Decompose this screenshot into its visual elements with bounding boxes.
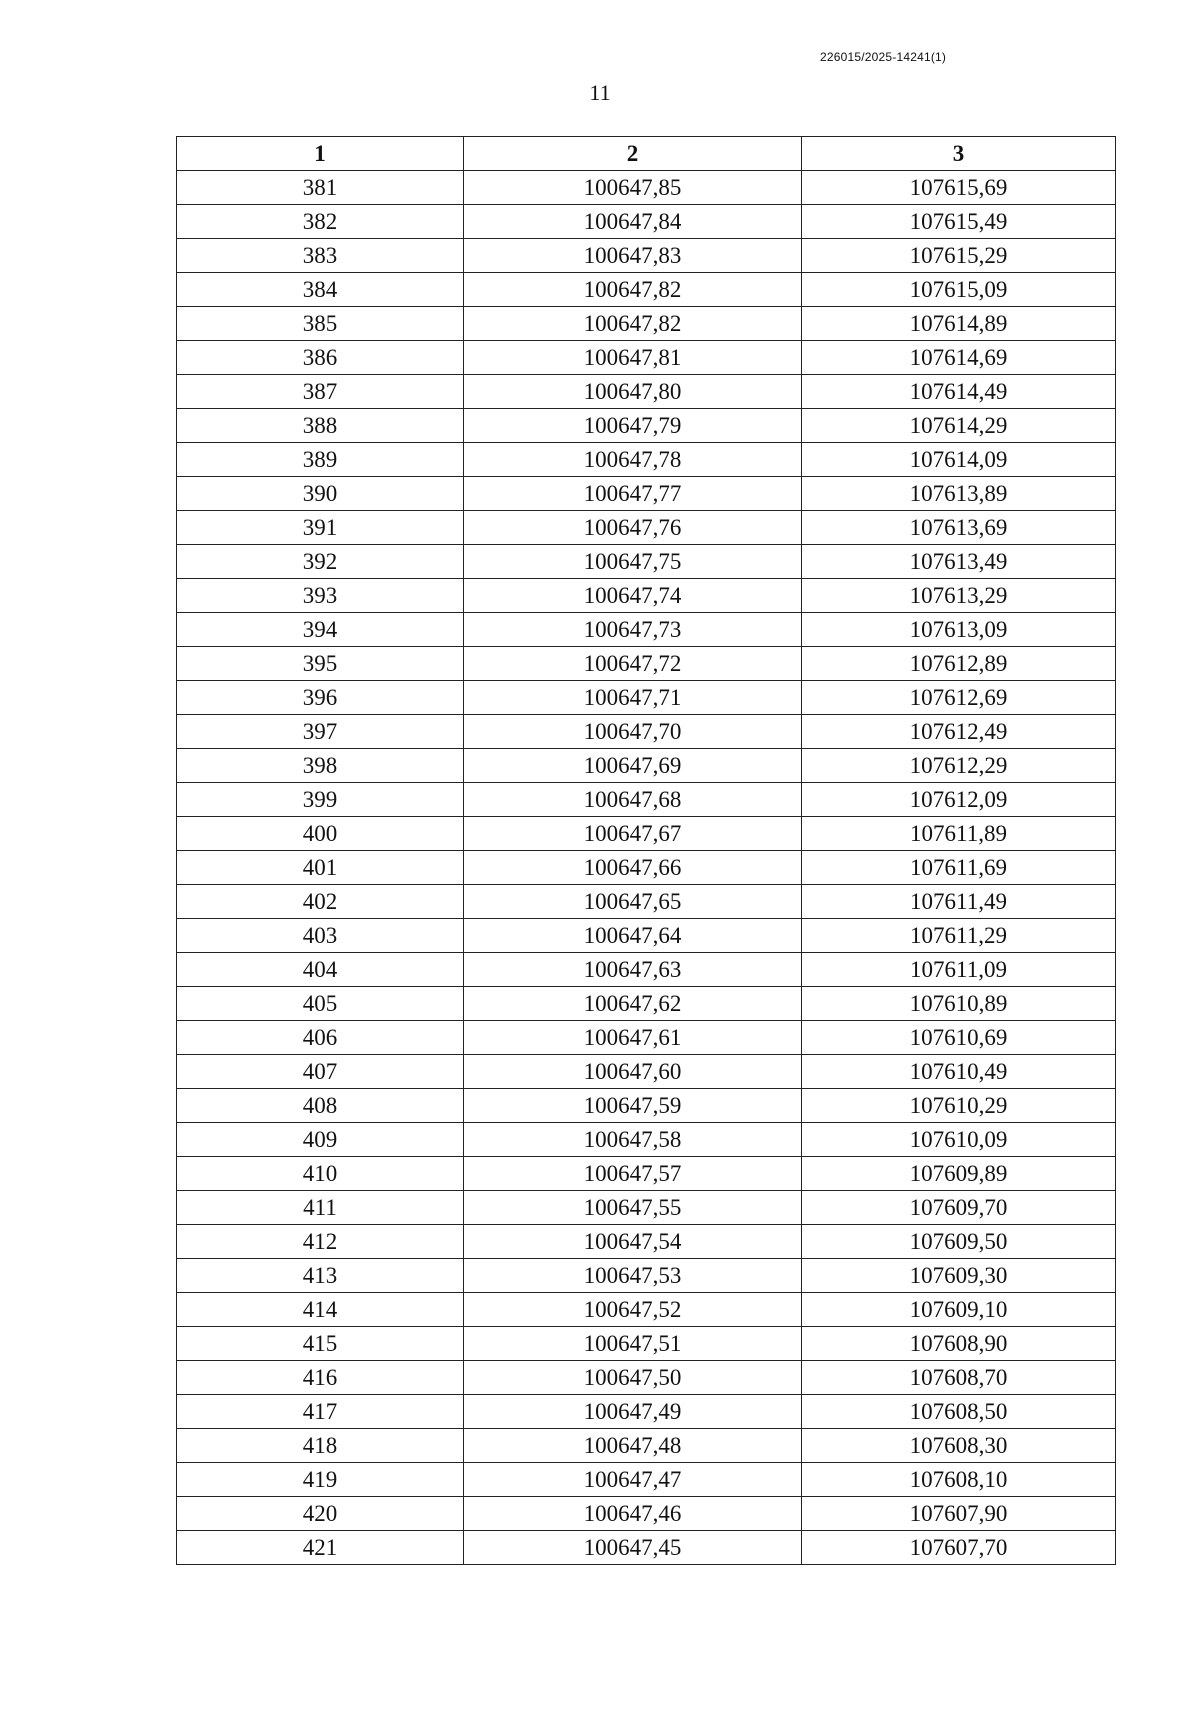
y-coordinate-cell: 107614,89 [802,307,1116,341]
point-number-cell: 391 [177,511,464,545]
y-coordinate-cell: 107609,10 [802,1293,1116,1327]
point-number-cell: 412 [177,1225,464,1259]
x-coordinate-cell: 100647,55 [464,1191,802,1225]
x-coordinate-cell: 100647,82 [464,273,802,307]
point-number-cell: 401 [177,851,464,885]
point-number-cell: 399 [177,783,464,817]
x-coordinate-cell: 100647,74 [464,579,802,613]
table-row [177,953,1116,987]
point-number-cell: 406 [177,1021,464,1055]
table-row [177,1123,1116,1157]
table-row [177,1293,1116,1327]
document-reference: 226015/2025-14241(1) [820,50,947,64]
x-coordinate-cell: 100647,85 [464,171,802,205]
y-coordinate-cell: 107614,69 [802,341,1116,375]
x-coordinate-cell: 100647,70 [464,715,802,749]
y-coordinate-cell: 107615,09 [802,273,1116,307]
point-number-cell: 415 [177,1327,464,1361]
y-coordinate-cell: 107610,29 [802,1089,1116,1123]
coordinates-table [176,136,1116,1565]
point-number-cell: 382 [177,205,464,239]
table-row [177,1089,1116,1123]
y-coordinate-cell: 107614,49 [802,375,1116,409]
table-row [177,1531,1116,1565]
point-number-cell: 389 [177,443,464,477]
x-coordinate-cell: 100647,65 [464,885,802,919]
point-number-cell: 405 [177,987,464,1021]
x-coordinate-cell: 100647,60 [464,1055,802,1089]
table-row [177,375,1116,409]
column-header-1: 1 [177,137,464,171]
y-coordinate-cell: 107612,89 [802,647,1116,681]
y-coordinate-cell: 107611,29 [802,919,1116,953]
x-coordinate-cell: 100647,73 [464,613,802,647]
table-row [177,1191,1116,1225]
y-coordinate-cell: 107615,29 [802,239,1116,273]
x-coordinate-cell: 100647,53 [464,1259,802,1293]
table-row [177,579,1116,613]
point-number-cell: 410 [177,1157,464,1191]
x-coordinate-cell: 100647,49 [464,1395,802,1429]
point-number-cell: 418 [177,1429,464,1463]
x-coordinate-cell: 100647,62 [464,987,802,1021]
x-coordinate-cell: 100647,84 [464,205,802,239]
table-row [177,681,1116,715]
point-number-cell: 400 [177,817,464,851]
x-coordinate-cell: 100647,68 [464,783,802,817]
x-coordinate-cell: 100647,76 [464,511,802,545]
y-coordinate-cell: 107611,69 [802,851,1116,885]
y-coordinate-cell: 107608,10 [802,1463,1116,1497]
y-coordinate-cell: 107607,70 [802,1531,1116,1565]
x-coordinate-cell: 100647,77 [464,477,802,511]
point-number-cell: 390 [177,477,464,511]
table-row [177,647,1116,681]
x-coordinate-cell: 100647,81 [464,341,802,375]
y-coordinate-cell: 107611,89 [802,817,1116,851]
table-row [177,1497,1116,1531]
table-row [177,409,1116,443]
point-number-cell: 384 [177,273,464,307]
point-number-cell: 393 [177,579,464,613]
y-coordinate-cell: 107608,90 [802,1327,1116,1361]
table-row [177,1259,1116,1293]
point-number-cell: 417 [177,1395,464,1429]
y-coordinate-cell: 107614,29 [802,409,1116,443]
x-coordinate-cell: 100647,82 [464,307,802,341]
table-row [177,205,1116,239]
table-row [177,1055,1116,1089]
y-coordinate-cell: 107613,29 [802,579,1116,613]
table-row [177,477,1116,511]
y-coordinate-cell: 107609,30 [802,1259,1116,1293]
x-coordinate-cell: 100647,63 [464,953,802,987]
x-coordinate-cell: 100647,47 [464,1463,802,1497]
table-row [177,613,1116,647]
table-row [177,443,1116,477]
table-row [177,1327,1116,1361]
y-coordinate-cell: 107609,89 [802,1157,1116,1191]
point-number-cell: 407 [177,1055,464,1089]
table-row [177,511,1116,545]
table-row [177,817,1116,851]
x-coordinate-cell: 100647,83 [464,239,802,273]
point-number-cell: 383 [177,239,464,273]
table-row [177,171,1116,205]
point-number-cell: 408 [177,1089,464,1123]
x-coordinate-cell: 100647,48 [464,1429,802,1463]
point-number-cell: 385 [177,307,464,341]
point-number-cell: 397 [177,715,464,749]
y-coordinate-cell: 107613,09 [802,613,1116,647]
table-row [177,749,1116,783]
x-coordinate-cell: 100647,66 [464,851,802,885]
table-row [177,273,1116,307]
y-coordinate-cell: 107613,69 [802,511,1116,545]
x-coordinate-cell: 100647,71 [464,681,802,715]
point-number-cell: 409 [177,1123,464,1157]
table-body [177,171,1116,1565]
y-coordinate-cell: 107612,69 [802,681,1116,715]
x-coordinate-cell: 100647,57 [464,1157,802,1191]
table-row [177,987,1116,1021]
y-coordinate-cell: 107608,70 [802,1361,1116,1395]
table-row [177,1157,1116,1191]
point-number-cell: 416 [177,1361,464,1395]
table-row [177,783,1116,817]
y-coordinate-cell: 107611,09 [802,953,1116,987]
y-coordinate-cell: 107609,50 [802,1225,1116,1259]
point-number-cell: 388 [177,409,464,443]
table-header [177,137,1116,171]
point-number-cell: 394 [177,613,464,647]
table-row [177,919,1116,953]
table-row [177,1463,1116,1497]
y-coordinate-cell: 107608,30 [802,1429,1116,1463]
y-coordinate-cell: 107612,09 [802,783,1116,817]
point-number-cell: 398 [177,749,464,783]
y-coordinate-cell: 107610,89 [802,987,1116,1021]
x-coordinate-cell: 100647,59 [464,1089,802,1123]
column-header-3: 3 [802,137,1116,171]
y-coordinate-cell: 107615,49 [802,205,1116,239]
y-coordinate-cell: 107613,49 [802,545,1116,579]
y-coordinate-cell: 107612,49 [802,715,1116,749]
point-number-cell: 419 [177,1463,464,1497]
point-number-cell: 403 [177,919,464,953]
y-coordinate-cell: 107609,70 [802,1191,1116,1225]
y-coordinate-cell: 107610,69 [802,1021,1116,1055]
x-coordinate-cell: 100647,75 [464,545,802,579]
x-coordinate-cell: 100647,69 [464,749,802,783]
x-coordinate-cell: 100647,72 [464,647,802,681]
x-coordinate-cell: 100647,67 [464,817,802,851]
point-number-cell: 387 [177,375,464,409]
y-coordinate-cell: 107612,29 [802,749,1116,783]
table-row [177,1395,1116,1429]
table-row [177,1361,1116,1395]
table-row [177,1021,1116,1055]
point-number-cell: 414 [177,1293,464,1327]
table-row [177,239,1116,273]
point-number-cell: 381 [177,171,464,205]
x-coordinate-cell: 100647,45 [464,1531,802,1565]
x-coordinate-cell: 100647,46 [464,1497,802,1531]
point-number-cell: 386 [177,341,464,375]
point-number-cell: 402 [177,885,464,919]
table-row [177,1225,1116,1259]
table-row [177,715,1116,749]
y-coordinate-cell: 107611,49 [802,885,1116,919]
point-number-cell: 413 [177,1259,464,1293]
x-coordinate-cell: 100647,64 [464,919,802,953]
point-number-cell: 411 [177,1191,464,1225]
point-number-cell: 395 [177,647,464,681]
point-number-cell: 404 [177,953,464,987]
table-row [177,341,1116,375]
y-coordinate-cell: 107615,69 [802,171,1116,205]
y-coordinate-cell: 107610,09 [802,1123,1116,1157]
page-number: 11 [589,80,611,105]
table-row [177,885,1116,919]
x-coordinate-cell: 100647,61 [464,1021,802,1055]
point-number-cell: 421 [177,1531,464,1565]
x-coordinate-cell: 100647,80 [464,375,802,409]
point-number-cell: 396 [177,681,464,715]
table-row [177,1429,1116,1463]
y-coordinate-cell: 107613,89 [802,477,1116,511]
table-row [177,851,1116,885]
x-coordinate-cell: 100647,58 [464,1123,802,1157]
table-row [177,545,1116,579]
y-coordinate-cell: 107610,49 [802,1055,1116,1089]
x-coordinate-cell: 100647,54 [464,1225,802,1259]
header-row [177,137,1116,171]
table-row [177,307,1116,341]
column-header-2: 2 [464,137,802,171]
y-coordinate-cell: 107607,90 [802,1497,1116,1531]
x-coordinate-cell: 100647,78 [464,443,802,477]
y-coordinate-cell: 107614,09 [802,443,1116,477]
x-coordinate-cell: 100647,50 [464,1361,802,1395]
x-coordinate-cell: 100647,79 [464,409,802,443]
x-coordinate-cell: 100647,51 [464,1327,802,1361]
x-coordinate-cell: 100647,52 [464,1293,802,1327]
y-coordinate-cell: 107608,50 [802,1395,1116,1429]
point-number-cell: 420 [177,1497,464,1531]
point-number-cell: 392 [177,545,464,579]
